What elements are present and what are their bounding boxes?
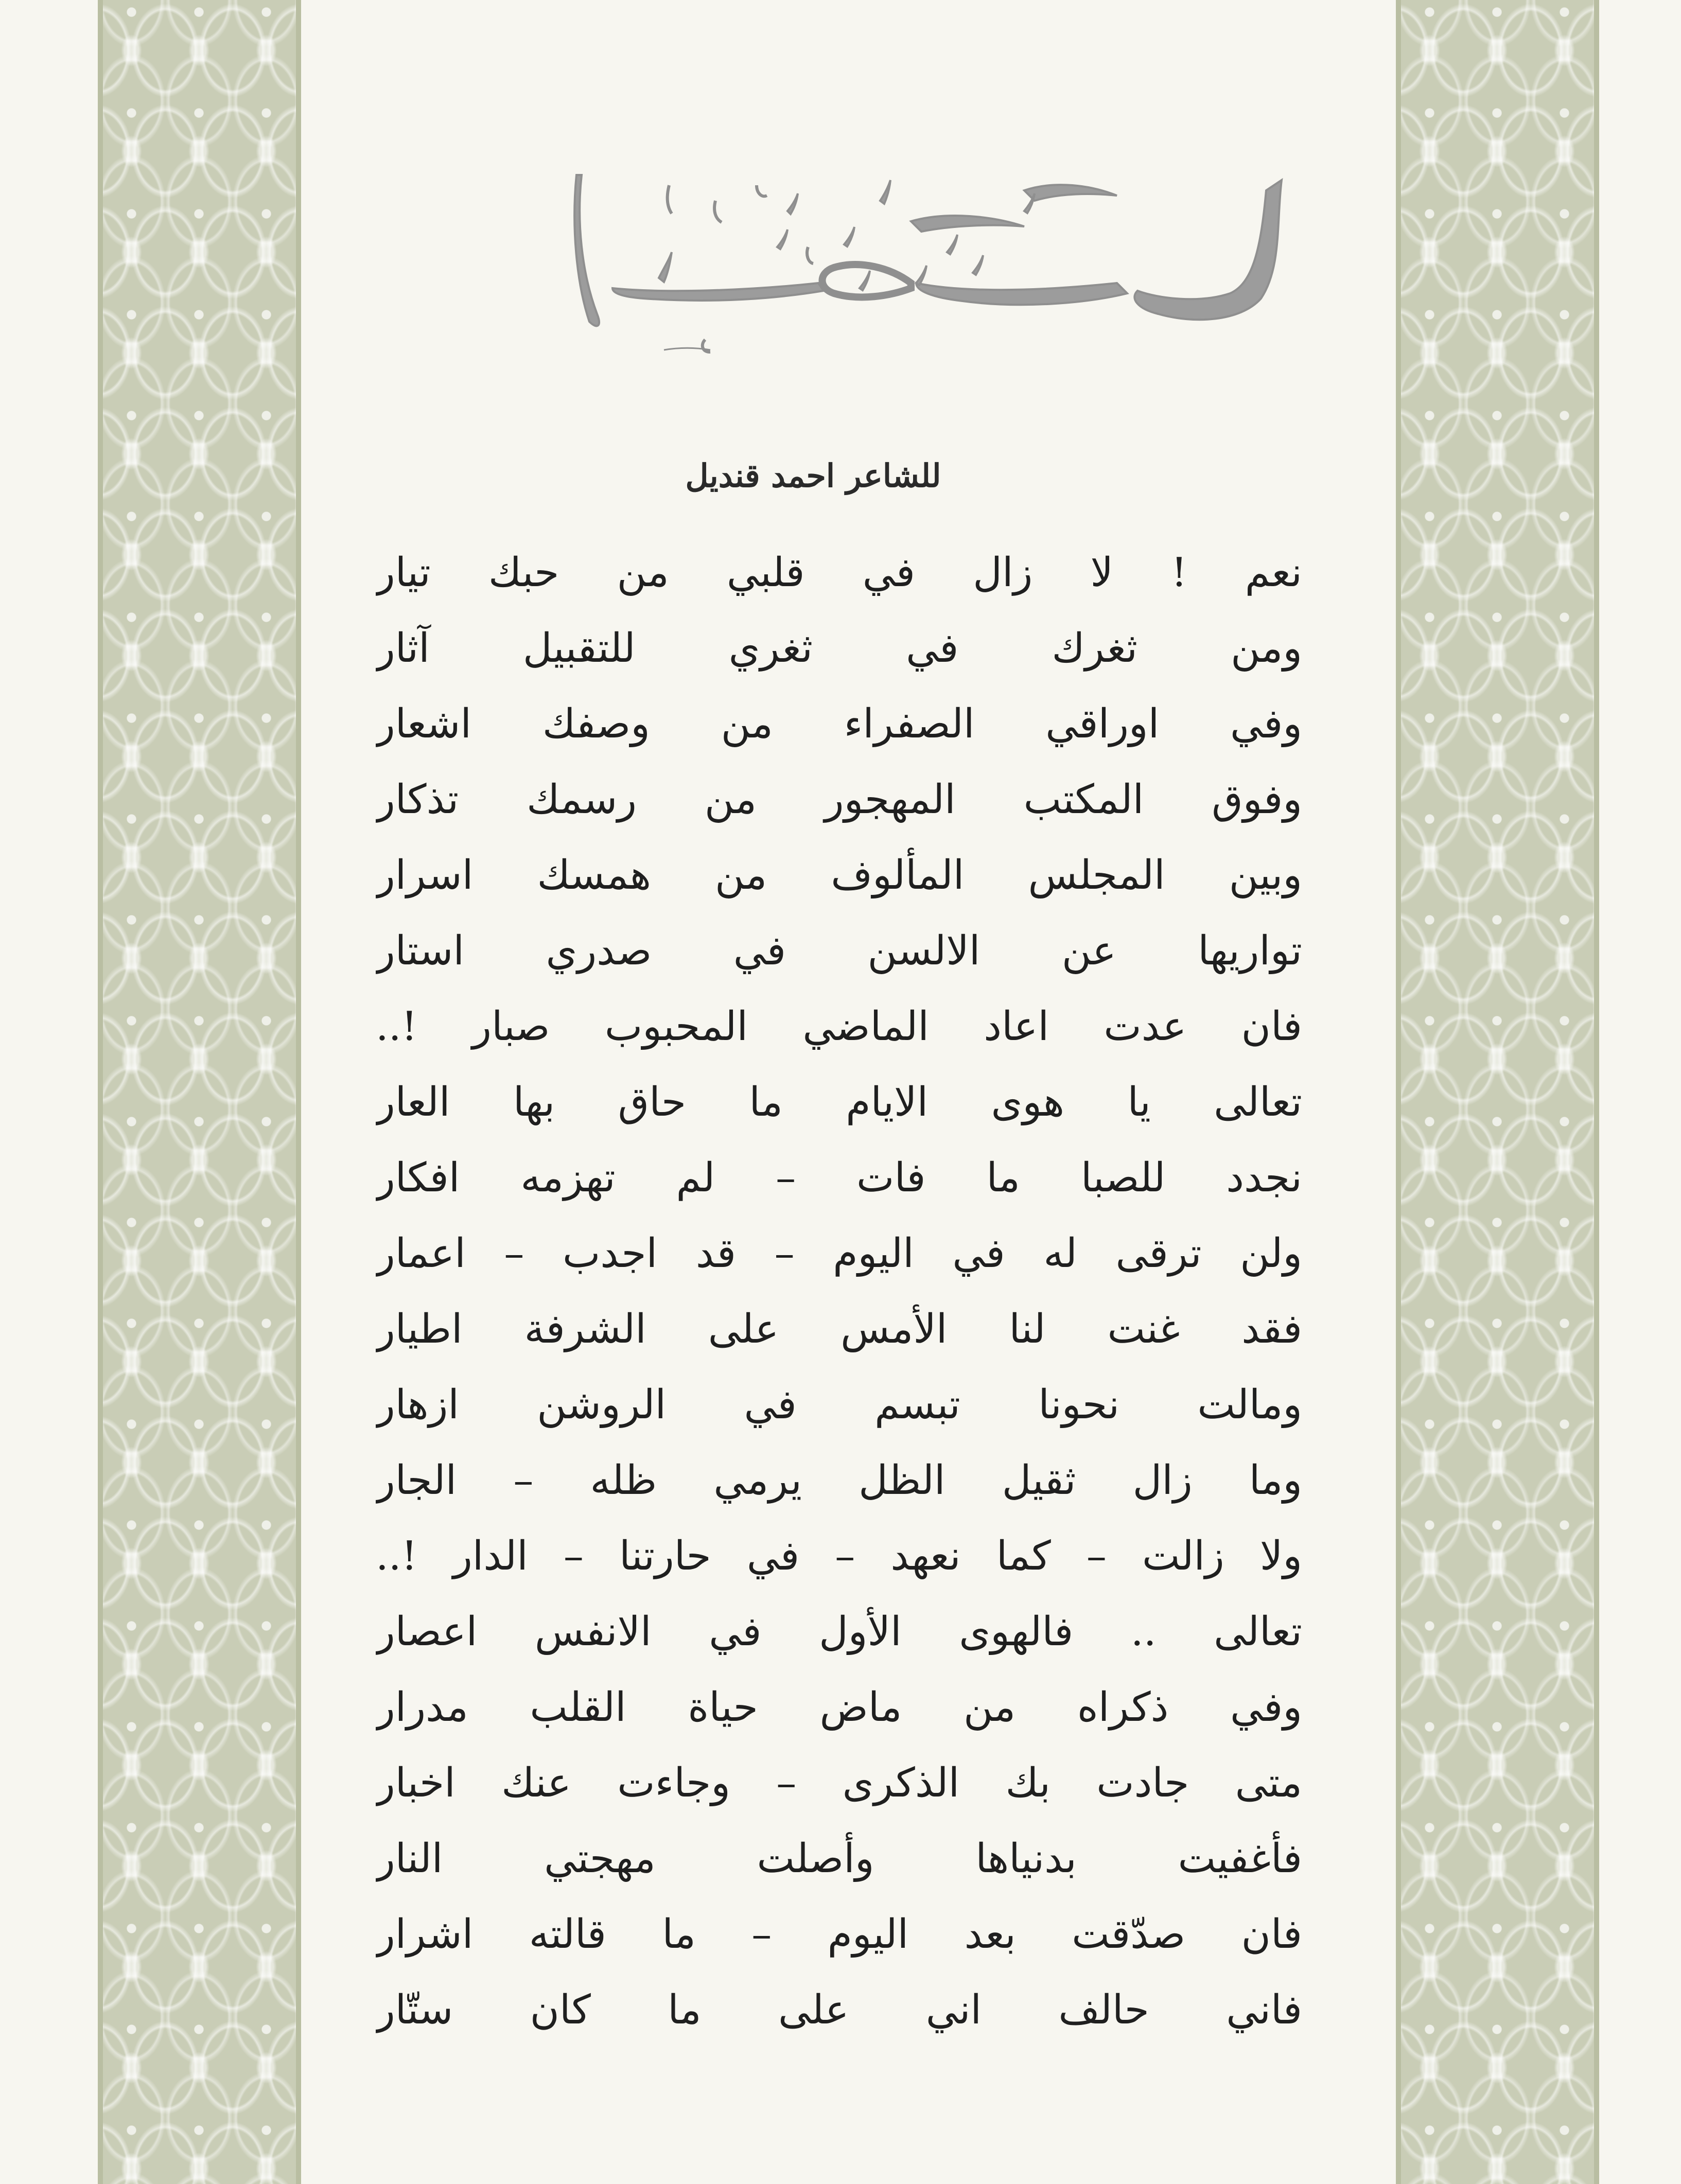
poem-line: ومالت نحونا تبسم في الروشن ازهار xyxy=(376,1382,1302,1428)
poem-line: وفي اوراقي الصفراء من وصفك اشعار xyxy=(376,701,1302,747)
right-ornamental-border xyxy=(1396,0,1599,2184)
poem-line: فأغفيت بدنياها وأصلت مهجتي النار xyxy=(376,1836,1302,1882)
poem-line: فاني حالف اني على ما كان ستّار xyxy=(376,1987,1302,2033)
poem-line: ولن ترقى له في اليوم – قد اجدب – اعمار xyxy=(376,1230,1302,1277)
poem-line: وفوق المكتب المهجور من رسمك تذكار xyxy=(376,777,1302,823)
poem-line: وبين المجلس المألوف من همسك اسرار xyxy=(376,852,1302,899)
poem-line: نعم ! لا زال في قلبي من حبك تيار xyxy=(376,550,1302,596)
poem-line: متى جادت بك الذكرى – وجاءت عنك اخبار xyxy=(376,1760,1302,1806)
poem-line: تعالى يا هوى الايام ما حاق بها العار xyxy=(376,1079,1302,1125)
poem-line: تعالى .. فالهوى الأول في الانفس اعصار xyxy=(376,1609,1302,1655)
poem-line: ولا زالت – كما نعهد – في حارتنا – الدار !.. xyxy=(376,1533,1302,1579)
poem-lines xyxy=(376,535,1302,2058)
poem-line: تواريها عن الالسن في صدري استار xyxy=(376,928,1302,974)
poem-line: فان عدت اعاد الماضي المحبوب صبار !.. xyxy=(376,1003,1302,1050)
author-byline: للشاعر احمد قنديل xyxy=(685,457,941,495)
poem-line: نجدد للصبا ما فات – لم تهزمه افكار xyxy=(376,1155,1302,1201)
poem-line: وما زال ثقيل الظل يرمي ظله – الجار xyxy=(376,1457,1302,1504)
calligraphic-title xyxy=(355,144,1323,401)
poem-line: فقد غنت لنا الأمس على الشرفة اطيار xyxy=(376,1306,1302,1352)
left-ornamental-border xyxy=(98,0,301,2184)
poem-line: وفي ذكراه من ماض حياة القلب مدرار xyxy=(376,1684,1302,1731)
poem-line: ومن ثغرك في ثغري للتقبيل آثار xyxy=(376,625,1302,672)
poem-line: فان صدّقت بعد اليوم – ما قالته اشرار xyxy=(376,1911,1302,1958)
